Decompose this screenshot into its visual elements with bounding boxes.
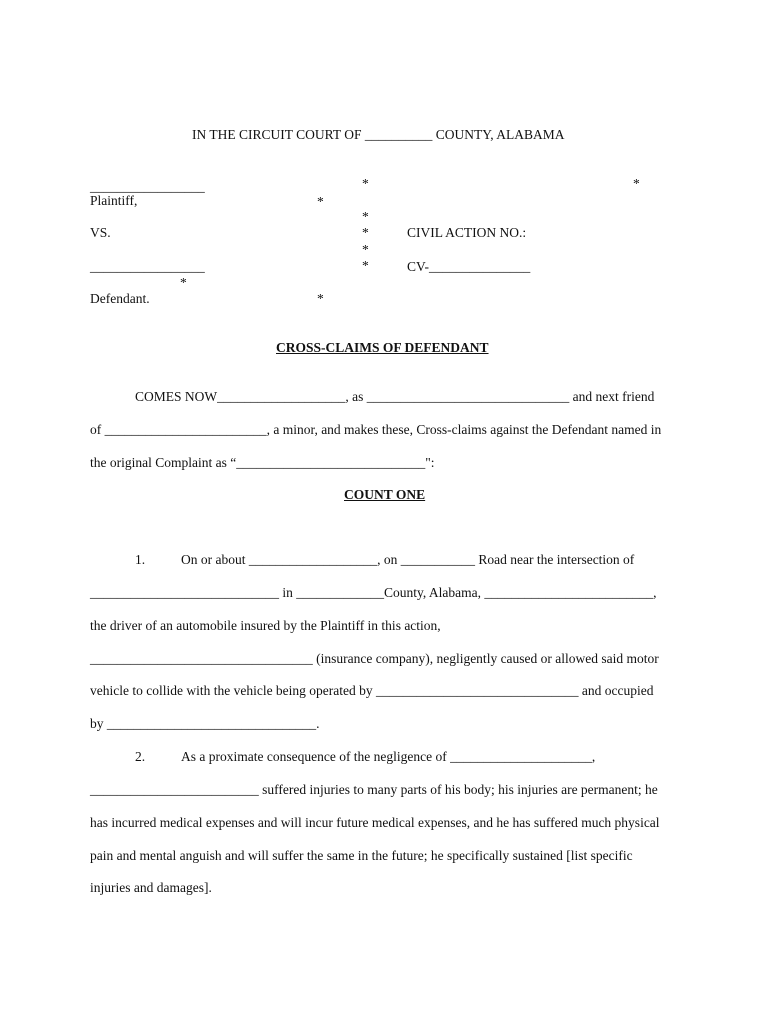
paragraph-line: ____________________________ in _____________County, Alabama, _________________________, bbox=[90, 585, 657, 600]
paragraph-number: 2. bbox=[135, 749, 146, 764]
paragraph-line: pain and mental anguish and will suffer the same in the future; he specifically sustained [list specific bbox=[90, 848, 633, 863]
court-header: IN THE CIRCUIT COURT OF __________ COUNTY, ALABAMA bbox=[192, 127, 565, 142]
cv-number-field: CV-_______________ bbox=[407, 259, 531, 274]
caption-asterisk: * bbox=[362, 242, 369, 257]
plaintiff-label: Plaintiff, bbox=[90, 193, 138, 208]
caption-asterisk: * bbox=[317, 291, 324, 306]
paragraph-line: injuries and damages]. bbox=[90, 880, 212, 895]
paragraph-line: On or about ___________________, on ___________ Road near the intersection of bbox=[181, 552, 635, 567]
defendant-label: Defendant. bbox=[90, 291, 150, 306]
intro-line: of ________________________, a minor, and makes these, Cross-claims against the Defendant named in bbox=[90, 422, 662, 437]
civil-action-label: CIVIL ACTION NO.: bbox=[407, 225, 527, 240]
intro-line: the original Complaint as “____________________________": bbox=[90, 455, 435, 470]
paragraph-line: by _______________________________. bbox=[90, 716, 320, 731]
document-title: CROSS-CLAIMS OF DEFENDANT bbox=[276, 340, 489, 355]
plaintiff-name-blank: _________________ bbox=[90, 179, 205, 194]
paragraph-line: As a proximate consequence of the negligence of _____________________, bbox=[181, 749, 596, 764]
paragraph-line: _________________________________ (insurance company), negligently caused or allowed said motor bbox=[90, 651, 659, 666]
intro-line: COMES NOW___________________, as ______________________________ and next friend bbox=[135, 389, 655, 404]
caption-asterisk: * bbox=[362, 258, 369, 273]
paragraph-number: 1. bbox=[135, 552, 146, 567]
defendant-name-blank: _________________ bbox=[90, 259, 205, 274]
vs-label: VS. bbox=[90, 225, 111, 240]
caption-asterisk: * bbox=[362, 176, 369, 191]
caption-asterisk: * bbox=[317, 194, 324, 209]
caption-asterisk: * bbox=[362, 209, 369, 224]
caption-asterisk-right: * bbox=[633, 176, 640, 191]
caption-asterisk: * bbox=[180, 275, 187, 290]
paragraph-line: vehicle to collide with the vehicle being operated by ______________________________ and occupied bbox=[90, 683, 654, 698]
paragraph-line: the driver of an automobile insured by the Plaintiff in this action, bbox=[90, 618, 441, 633]
count-heading: COUNT ONE bbox=[344, 487, 426, 502]
caption-asterisk: * bbox=[362, 225, 369, 240]
paragraph-line: has incurred medical expenses and will incur future medical expenses, and he has suffered much physical bbox=[90, 815, 660, 830]
paragraph-line: _________________________ suffered injuries to many parts of his body; his injuries are permanent; he bbox=[90, 782, 658, 797]
